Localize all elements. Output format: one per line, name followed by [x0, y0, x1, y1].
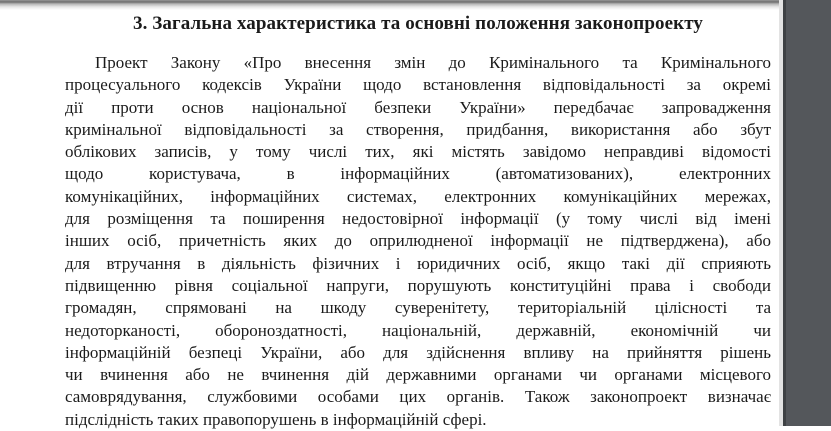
paragraph-line: процесуального кодексів України щодо встановлення відповідальності за окремі: [65, 75, 771, 95]
paragraph-line: щодо користувача, в інформаційних (автоматизованих), електронних: [65, 164, 771, 184]
right-dark-panel: [783, 0, 831, 426]
paragraph-line: Проект Закону «Про внесення змін до Кримінального та Кримінального: [95, 53, 771, 72]
paragraph-line: інформаційній безпеці України, або для здійснення впливу на прийняття рішень: [65, 342, 771, 362]
paragraph-line: дії проти основ національної безпеки України» передбачає запровадження: [65, 97, 771, 117]
paragraph-line: для втручання в діяльність фізичних і юридичних осіб, якщо такі дії сприяють: [65, 253, 771, 273]
paragraph-line: чи вчинення або не вчинення дій державними органами чи органами місцевого: [65, 365, 771, 385]
paragraph-line: недоторканості, обороноздатності, національній, державній, економічній чи: [65, 320, 771, 340]
paragraph-line: самоврядування, службовими особами цих органів. Також законопроект визначає: [65, 387, 771, 407]
paragraph-line: облікових записів, у тому числі тих, які містять завідомо неправдиві відомості: [65, 142, 771, 162]
document-page: [65, 12, 771, 431]
paragraph-line: підслідність таких правопорушень в інформаційній сфері.: [65, 409, 487, 429]
paragraph-line: інших осіб, причетність яких до оприлюдненої інформації не підтверджена), або: [65, 231, 771, 251]
paragraph-line: громадян, спрямовані на шкоду суверенітету, територіальній цілісності та: [65, 298, 771, 318]
paragraph-line: кримінальної відповідальності за створення, придбання, використання або збут: [65, 119, 771, 139]
section-heading: 3. Загальна характеристика та основні положення законопроекту: [133, 13, 703, 34]
paragraph-line: підвищенню рівня соціальної напруги, порушують конституційні права і свободи: [65, 275, 771, 295]
top-edge-shadow: [0, 0, 831, 10]
paragraph-line: для розміщення та поширення недостовірної інформації (у тому числі від імені: [65, 209, 771, 229]
paragraph-line: комунікаційних, інформаційних системах, електронних комунікаційних мережах,: [65, 186, 771, 206]
paragraph: [65, 52, 771, 431]
